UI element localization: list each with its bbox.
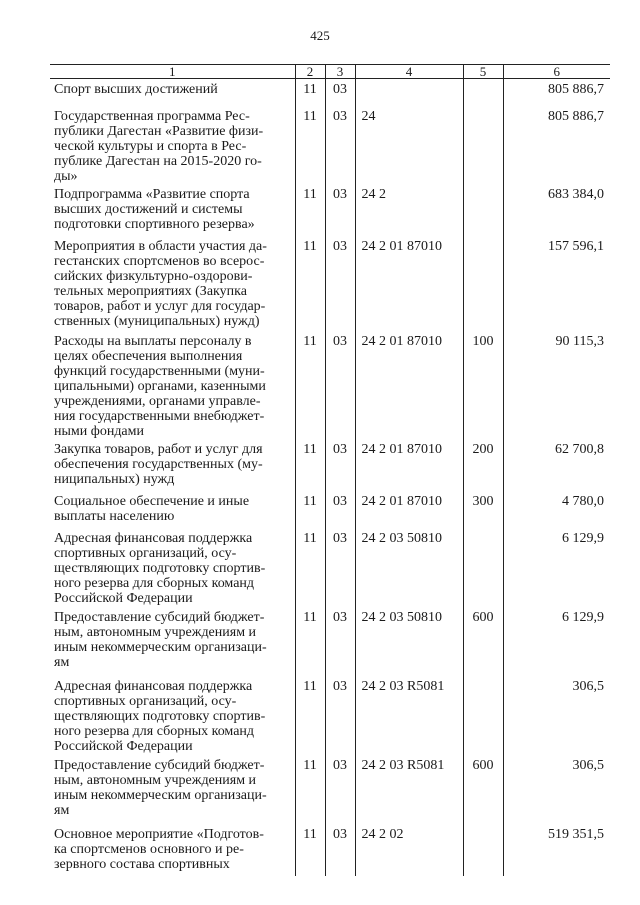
row-amount: 6 129,9 xyxy=(503,528,610,607)
row-section: 11 xyxy=(295,79,325,106)
row-expense-type xyxy=(463,106,503,184)
column-header: 6 xyxy=(503,65,610,79)
row-description: Адресная финансовая поддержка спортивных организаций, осу- ществляющих подготовку спортив- ного резерва для сборных команд Российской Федерации xyxy=(54,678,266,754)
row-expense-type xyxy=(463,528,503,607)
row-subsection: 03 xyxy=(325,184,355,236)
row-subsection: 03 xyxy=(325,79,355,106)
row-subsection: 03 xyxy=(325,331,355,439)
table-row xyxy=(50,184,610,236)
row-target-code: 24 2 01 87010 xyxy=(355,236,463,331)
column-header: 5 xyxy=(463,65,503,79)
row-amount: 805 886,7 xyxy=(503,79,610,106)
row-section: 11 xyxy=(295,491,325,528)
row-subsection: 03 xyxy=(325,824,355,876)
row-expense-type: 200 xyxy=(463,439,503,491)
column-header: 2 xyxy=(295,65,325,79)
row-section: 11 xyxy=(295,607,325,676)
row-target-code: 24 2 01 87010 xyxy=(355,331,463,439)
table-row xyxy=(50,676,610,755)
table-row xyxy=(50,236,610,331)
column-header: 4 xyxy=(355,65,463,79)
row-section: 11 xyxy=(295,439,325,491)
row-target-code: 24 2 01 87010 xyxy=(355,491,463,528)
row-target-code: 24 xyxy=(355,106,463,184)
row-expense-type xyxy=(463,79,503,106)
row-subsection: 03 xyxy=(325,676,355,755)
row-subsection: 03 xyxy=(325,607,355,676)
row-expense-type: 600 xyxy=(463,607,503,676)
table-row xyxy=(50,79,610,106)
row-description: Государственная программа Рес- публики Дагестан «Развитие физи- ческой культуры и спорта в Рес- публике Дагестан на 2015-2020 го- ды» xyxy=(54,108,264,184)
row-expense-type: 100 xyxy=(463,331,503,439)
table-row xyxy=(50,755,610,824)
row-section: 11 xyxy=(295,184,325,236)
row-subsection: 03 xyxy=(325,236,355,331)
page-number: 425 xyxy=(310,28,330,43)
row-amount: 683 384,0 xyxy=(503,184,610,236)
row-description: Социальное обеспечение и иные выплаты населению xyxy=(54,493,250,524)
row-description: Предоставление субсидий бюджет- ным, автономным учреждениям и иным некоммерческим организаци- ям xyxy=(54,757,267,818)
row-description: Спорт высших достижений xyxy=(54,82,218,97)
table-row xyxy=(50,439,610,491)
row-expense-type xyxy=(463,236,503,331)
column-header: 1 xyxy=(50,65,295,79)
row-expense-type xyxy=(463,184,503,236)
row-section: 11 xyxy=(295,106,325,184)
row-target-code: 24 2 01 87010 xyxy=(355,439,463,491)
table-header-row xyxy=(50,65,610,79)
row-description: Предоставление субсидий бюджет- ным, автономным учреждениям и иным некоммерческим организаци- ям xyxy=(54,609,267,670)
row-section: 11 xyxy=(295,236,325,331)
row-target-code xyxy=(355,79,463,106)
row-section: 11 xyxy=(295,331,325,439)
row-subsection: 03 xyxy=(325,755,355,824)
row-expense-type xyxy=(463,824,503,876)
row-amount: 306,5 xyxy=(503,755,610,824)
row-amount: 519 351,5 xyxy=(503,824,610,876)
row-description: Закупка товаров, работ и услуг для обеспечения государственных (му- ниципальных) нужд xyxy=(54,441,263,487)
row-target-code: 24 2 03 50810 xyxy=(355,607,463,676)
table-row xyxy=(50,491,610,528)
row-amount: 90 115,3 xyxy=(503,331,610,439)
row-amount: 62 700,8 xyxy=(503,439,610,491)
row-description: Подпрограмма «Развитие спорта высших достижений и системы подготовки спортивного резерва» xyxy=(54,186,255,232)
row-section: 11 xyxy=(295,676,325,755)
row-amount: 157 596,1 xyxy=(503,236,610,331)
row-section: 11 xyxy=(295,755,325,824)
row-amount: 805 886,7 xyxy=(503,106,610,184)
row-target-code: 24 2 03 R5081 xyxy=(355,755,463,824)
row-description: Мероприятия в области участия да- гестанских спортсменов во всерос- сийских физкультурно-оздорови- тельных мероприятиях (Закупка товаров, работ и услуг для государ- ственных (муниципальных) нужд) xyxy=(54,238,267,329)
row-description: Адресная финансовая поддержка спортивных организаций, осу- ществляющих подготовку спортив- ного резерва для сборных команд Российской Федерации xyxy=(54,530,266,606)
row-subsection: 03 xyxy=(325,439,355,491)
row-amount: 6 129,9 xyxy=(503,607,610,676)
table-row xyxy=(50,331,610,439)
row-target-code: 24 2 02 xyxy=(355,824,463,876)
row-section: 11 xyxy=(295,528,325,607)
row-section: 11 xyxy=(295,824,325,876)
row-expense-type xyxy=(463,676,503,755)
budget-table xyxy=(50,64,610,876)
row-expense-type: 300 xyxy=(463,491,503,528)
row-description: Основное мероприятие «Подготов- ка спортсменов основного и ре- зервного состава спортивных xyxy=(54,826,264,872)
row-description: Расходы на выплаты персоналу в целях обеспечения выполнения функций государственными (муни- ципальными) органами, казенными учреждениями, органами управле- ния государственными внебюджет- ными фондами xyxy=(54,333,266,439)
row-subsection: 03 xyxy=(325,528,355,607)
row-subsection: 03 xyxy=(325,491,355,528)
column-header: 3 xyxy=(325,65,355,79)
table-row xyxy=(50,824,610,876)
row-amount: 4 780,0 xyxy=(503,491,610,528)
row-expense-type: 600 xyxy=(463,755,503,824)
row-subsection: 03 xyxy=(325,106,355,184)
table-row xyxy=(50,528,610,607)
table-row xyxy=(50,106,610,184)
row-target-code: 24 2 xyxy=(355,184,463,236)
row-amount: 306,5 xyxy=(503,676,610,755)
row-target-code: 24 2 03 R5081 xyxy=(355,676,463,755)
table-row xyxy=(50,607,610,676)
row-target-code: 24 2 03 50810 xyxy=(355,528,463,607)
